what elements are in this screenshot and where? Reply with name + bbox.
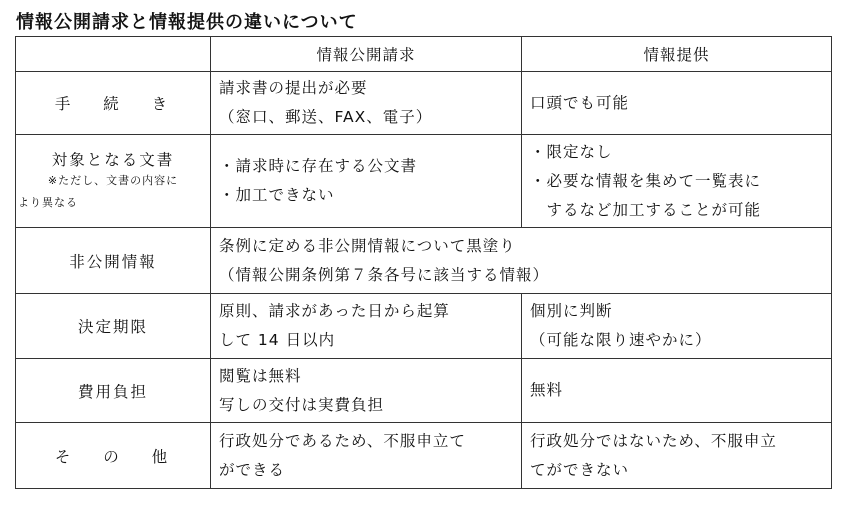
request-documents — [211, 135, 522, 228]
table-row — [16, 294, 832, 359]
table-row — [16, 423, 832, 489]
cell-line: 原則、請求があった日から起算 — [219, 302, 450, 320]
provision-documents — [522, 135, 832, 228]
row-label-deadline: 決定期限 — [16, 294, 211, 359]
document-title: 情報公開請求と情報提供の違いについて — [16, 12, 358, 33]
row-label-nondisclosure: 非公開情報 — [16, 228, 211, 294]
provision-other — [522, 423, 832, 489]
row-label-documents — [16, 135, 211, 228]
cell-line: 行政処分であるため、不服申立て — [219, 431, 466, 450]
cell-line: てができない — [530, 460, 630, 479]
cell-line: ・必要な情報を集めて一覧表に — [530, 171, 762, 190]
cell-line: して 14 日以内 — [219, 331, 336, 349]
cell-line: 個別に判断 — [530, 302, 613, 320]
cell-line: 閲覧は無料 — [219, 366, 302, 385]
table-row — [16, 228, 832, 294]
header-provision: 情報提供 — [522, 37, 832, 72]
cell-line: 口頭でも可能 — [530, 93, 630, 112]
cell-line: 写しの交付は実費負担 — [219, 395, 385, 414]
header-row — [16, 37, 832, 72]
cell-line: するなど加工することが可能 — [530, 200, 762, 219]
cell-line: （情報公開条例第７条各号に該当する情報） — [219, 265, 550, 284]
request-deadline — [211, 294, 522, 359]
cell-line: 行政処分ではないため、不服申立 — [530, 431, 777, 450]
row-label-procedure: 手 続 き — [16, 72, 211, 135]
nondisclosure-merged — [211, 228, 832, 294]
cell-line: 無料 — [530, 381, 564, 399]
request-cost — [211, 359, 522, 423]
header-request: 情報公開請求 — [211, 37, 522, 72]
cell-line: （可能な限り速やかに） — [530, 331, 712, 349]
table-row — [16, 359, 832, 423]
header-blank — [16, 37, 211, 72]
cell-line: ・請求時に存在する公文書 — [219, 157, 418, 175]
table-row — [16, 135, 832, 228]
provision-procedure — [522, 72, 832, 135]
cell-line: （窓口、郵送、FAX、電子） — [219, 108, 433, 126]
request-other — [211, 423, 522, 489]
row-label-cost: 費用負担 — [16, 359, 211, 423]
row-label-note: より異なる — [18, 196, 78, 209]
row-label-text: 対象となる文書 — [51, 151, 175, 169]
request-procedure — [211, 72, 522, 135]
cell-line: 請求書の提出が必要 — [219, 79, 368, 97]
row-label-other: そ の 他 — [16, 423, 211, 489]
cell-line: 条例に定める非公開情報について黒塗り — [219, 236, 516, 255]
cell-line: ができる — [219, 460, 286, 479]
cell-line: ・限定なし — [530, 142, 613, 161]
table-row — [16, 72, 832, 135]
comparison-table — [15, 36, 832, 489]
row-label-note: ※ただし、文書の内容に — [47, 174, 179, 187]
provision-cost — [522, 359, 832, 423]
cell-line: ・加工できない — [219, 186, 335, 204]
provision-deadline — [522, 294, 832, 359]
